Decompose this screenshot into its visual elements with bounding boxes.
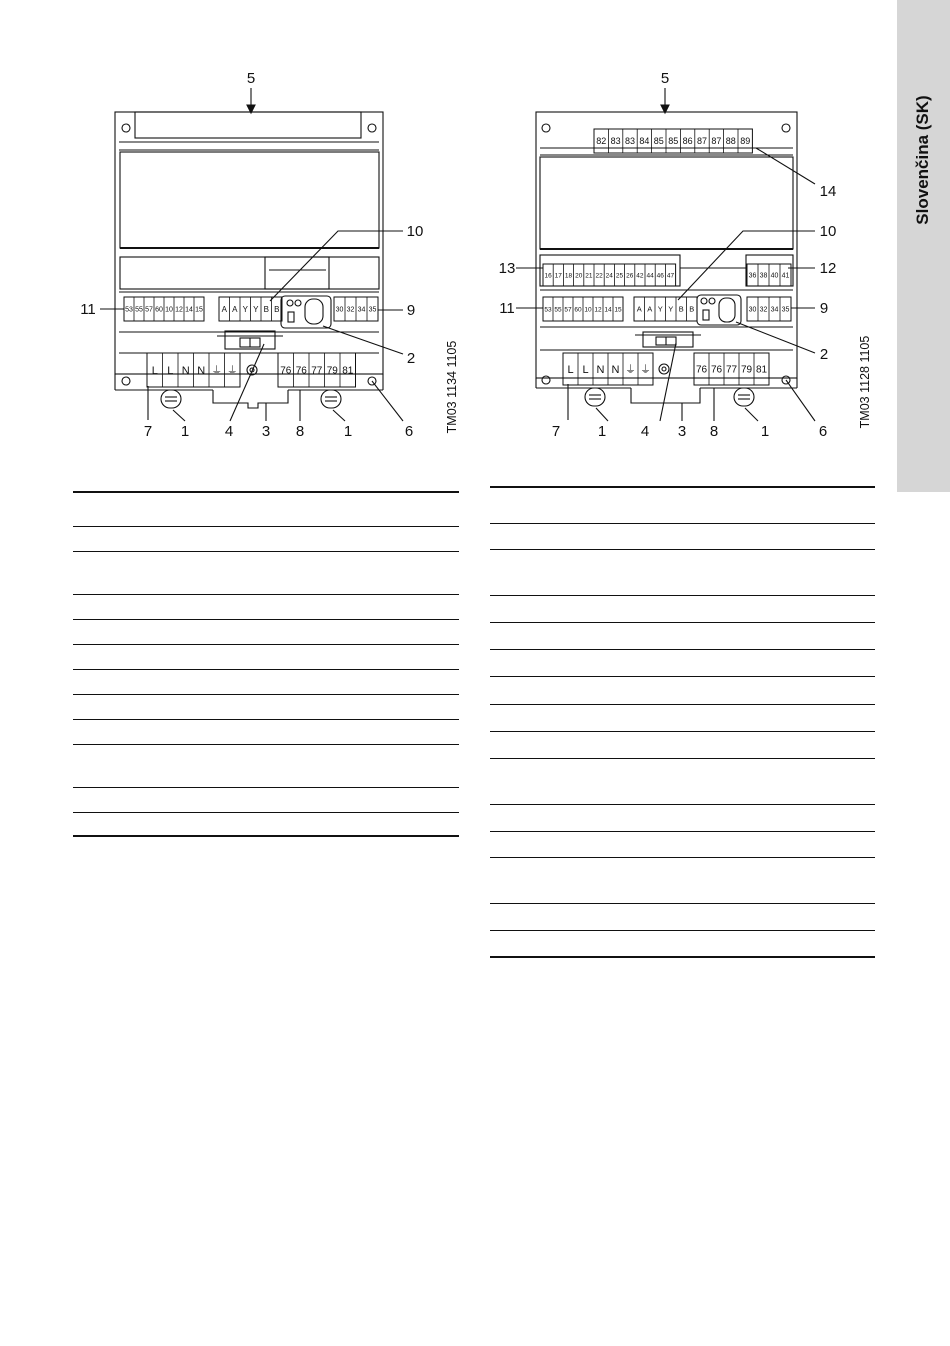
terminal-label: 84 <box>639 136 650 147</box>
callout-number: 3 <box>261 423 271 440</box>
callout-number: 9 <box>406 302 416 319</box>
controller-drawing-right <box>488 60 888 450</box>
terminal-label: 26 <box>626 272 634 280</box>
terminal-label: 12 <box>594 306 602 314</box>
callout-number: 1 <box>180 423 190 440</box>
table-rule <box>490 549 875 550</box>
terminal-block-9 <box>334 297 378 321</box>
terminal-label: 20 <box>575 272 583 280</box>
terminal-label: 12 <box>175 306 183 314</box>
callout-number: 6 <box>818 423 828 440</box>
terminal-label: 86 <box>682 136 693 147</box>
terminal-label: ⏚ <box>211 364 223 377</box>
terminal-block-10 <box>219 297 282 321</box>
terminal-label: 22 <box>595 272 603 280</box>
table-rule <box>73 594 459 595</box>
figure-code: TM03 1128 1105 <box>858 335 872 429</box>
terminal-label: 30 <box>335 306 344 314</box>
table-rule <box>490 523 875 524</box>
terminal-block-14 <box>594 129 752 153</box>
terminal-label: 35 <box>368 306 377 314</box>
terminal-label: 83 <box>610 136 621 147</box>
terminal-label: 24 <box>605 272 613 280</box>
table-rule <box>490 956 875 958</box>
terminal-label: 32 <box>346 306 355 314</box>
table-rule <box>490 857 875 858</box>
table-rule <box>490 930 875 931</box>
table-rule <box>490 704 875 705</box>
mains-terminal-block <box>147 353 240 387</box>
table-rule <box>73 491 459 493</box>
terminal-label: 47 <box>666 272 675 280</box>
callout-number: 1 <box>760 423 770 440</box>
terminal-label: A <box>232 304 238 314</box>
terminal-label: N <box>596 363 605 376</box>
terminal-label: A <box>647 304 653 314</box>
terminal-label: 14 <box>604 306 612 314</box>
terminal-label: 87 <box>696 136 708 147</box>
terminal-label: 38 <box>759 272 768 280</box>
terminal-block-12 <box>747 264 791 286</box>
terminal-block-11 <box>124 297 204 321</box>
controller-diagram-left <box>70 60 470 450</box>
terminal-label: 46 <box>656 272 664 280</box>
terminal-label: Y <box>253 304 259 314</box>
terminal-label: 81 <box>755 364 768 376</box>
terminal-label: 34 <box>357 306 366 314</box>
terminal-label: 14 <box>185 306 193 314</box>
terminal-block-9 <box>747 297 791 321</box>
terminal-label: 42 <box>636 272 644 280</box>
callout-number: 12 <box>819 260 837 277</box>
terminal-label: B <box>263 304 269 314</box>
terminal-label: ⏚ <box>625 363 636 376</box>
terminal-label: A <box>636 304 642 314</box>
terminal-label: 44 <box>646 272 654 280</box>
callout-number: 2 <box>819 346 829 363</box>
figure-code: TM03 1134 1105 <box>445 340 459 434</box>
terminal-label: 57 <box>564 306 572 314</box>
callout-number: 7 <box>551 423 561 440</box>
terminal-label: Y <box>242 304 248 314</box>
terminal-label: N <box>197 364 206 377</box>
terminal-label: 53 <box>544 306 552 314</box>
terminal-label: 55 <box>135 306 143 314</box>
callout-number: 11 <box>499 300 515 317</box>
callout-number: 1 <box>597 423 607 440</box>
terminal-label: 76 <box>280 365 292 377</box>
terminal-label: 87 <box>711 136 722 147</box>
terminal-label: 15 <box>614 306 622 314</box>
table-rule <box>73 526 459 527</box>
table-rule <box>490 649 875 650</box>
terminal-label: 17 <box>554 272 562 280</box>
callout-number: 1 <box>343 423 353 440</box>
table-rule <box>490 731 875 732</box>
legend-table-right <box>490 486 875 961</box>
table-rule <box>490 758 875 759</box>
terminal-label: 15 <box>195 306 203 314</box>
terminal-label: Y <box>668 304 674 314</box>
language-label: Slovenčina (SK) <box>913 95 932 225</box>
callout-number: 5 <box>660 70 670 87</box>
callout-number: 4 <box>224 423 234 440</box>
terminal-label: 82 <box>596 136 607 147</box>
terminal-label: 53 <box>125 306 133 314</box>
table-rule <box>73 719 459 720</box>
terminal-label: L <box>567 363 574 376</box>
callout-number: 6 <box>404 423 414 440</box>
terminal-label: 36 <box>748 272 757 280</box>
terminal-label: 83 <box>624 136 636 147</box>
relay-terminal-block <box>694 353 769 385</box>
callout-number: 13 <box>498 260 516 277</box>
terminal-label: ⏚ <box>226 364 238 377</box>
callout-number: 4 <box>640 423 650 440</box>
terminal-label: 57 <box>145 306 153 314</box>
legend-table-left <box>73 491 459 841</box>
terminal-label: ⏚ <box>640 363 651 376</box>
callout-number: 11 <box>80 301 96 318</box>
terminal-label: 30 <box>748 306 757 314</box>
terminal-label: 25 <box>615 272 624 280</box>
table-rule <box>490 831 875 832</box>
controller-drawing-left <box>70 60 470 450</box>
terminal-block-13 <box>543 264 676 286</box>
terminal-label: 77 <box>725 364 738 376</box>
terminal-label: 88 <box>725 136 736 147</box>
mains-terminal-block <box>563 353 653 385</box>
terminal-label: 76 <box>710 364 723 376</box>
callout-number: 2 <box>406 350 416 367</box>
table-rule <box>73 551 459 552</box>
terminal-label: 34 <box>770 306 779 314</box>
table-rule <box>73 812 459 813</box>
terminal-label: L <box>582 363 589 376</box>
terminal-label: 18 <box>564 272 573 280</box>
terminal-label: N <box>611 363 620 376</box>
callout-number: 7 <box>143 423 153 440</box>
terminal-label: 10 <box>584 306 592 314</box>
terminal-label: B <box>274 304 280 314</box>
terminal-label: L <box>167 364 174 377</box>
terminal-label: 76 <box>295 365 307 377</box>
terminal-label: 10 <box>165 306 173 314</box>
callout-number: 8 <box>709 423 719 440</box>
table-rule <box>73 619 459 620</box>
terminal-label: 60 <box>574 306 582 314</box>
callout-number: 10 <box>406 223 424 240</box>
terminal-label: 79 <box>326 365 338 377</box>
terminal-label: 81 <box>342 365 354 377</box>
controller-diagram-right <box>488 60 888 450</box>
terminal-label: 79 <box>740 364 753 376</box>
table-rule <box>73 644 459 645</box>
terminal-label: L <box>151 364 158 377</box>
terminal-label: 16 <box>544 272 552 280</box>
table-rule <box>73 669 459 670</box>
terminal-label: Y <box>657 304 663 314</box>
table-rule <box>73 744 459 745</box>
callout-number: 8 <box>295 423 305 440</box>
table-rule <box>73 787 459 788</box>
terminal-label: 32 <box>759 306 768 314</box>
relay-terminal-block <box>278 353 356 387</box>
callout-number: 9 <box>819 300 829 317</box>
terminal-block-10 <box>634 297 697 321</box>
table-rule <box>490 486 875 488</box>
terminal-label: N <box>181 364 190 377</box>
terminal-label: 89 <box>740 136 751 147</box>
table-rule <box>490 804 875 805</box>
terminal-label: 85 <box>653 136 664 147</box>
callout-number: 10 <box>819 223 837 240</box>
terminal-label: 41 <box>781 272 790 280</box>
callout-number: 14 <box>819 183 837 200</box>
terminal-label: B <box>689 304 695 314</box>
terminal-label: 77 <box>311 365 323 377</box>
terminal-label: 21 <box>585 272 593 280</box>
table-rule <box>490 903 875 904</box>
table-rule <box>73 694 459 695</box>
callout-number: 3 <box>677 423 687 440</box>
table-rule <box>73 835 459 837</box>
table-rule <box>490 622 875 623</box>
terminal-label: 85 <box>668 136 679 147</box>
callout-number: 5 <box>246 70 256 87</box>
table-rule <box>490 595 875 596</box>
terminal-label: 55 <box>554 306 562 314</box>
terminal-label: B <box>678 304 684 314</box>
table-rule <box>490 676 875 677</box>
terminal-block-11 <box>543 297 623 321</box>
terminal-label: 76 <box>695 364 708 376</box>
terminal-label: 60 <box>155 306 163 314</box>
terminal-label: 35 <box>781 306 790 314</box>
terminal-label: 40 <box>770 272 779 280</box>
terminal-label: A <box>221 304 227 314</box>
